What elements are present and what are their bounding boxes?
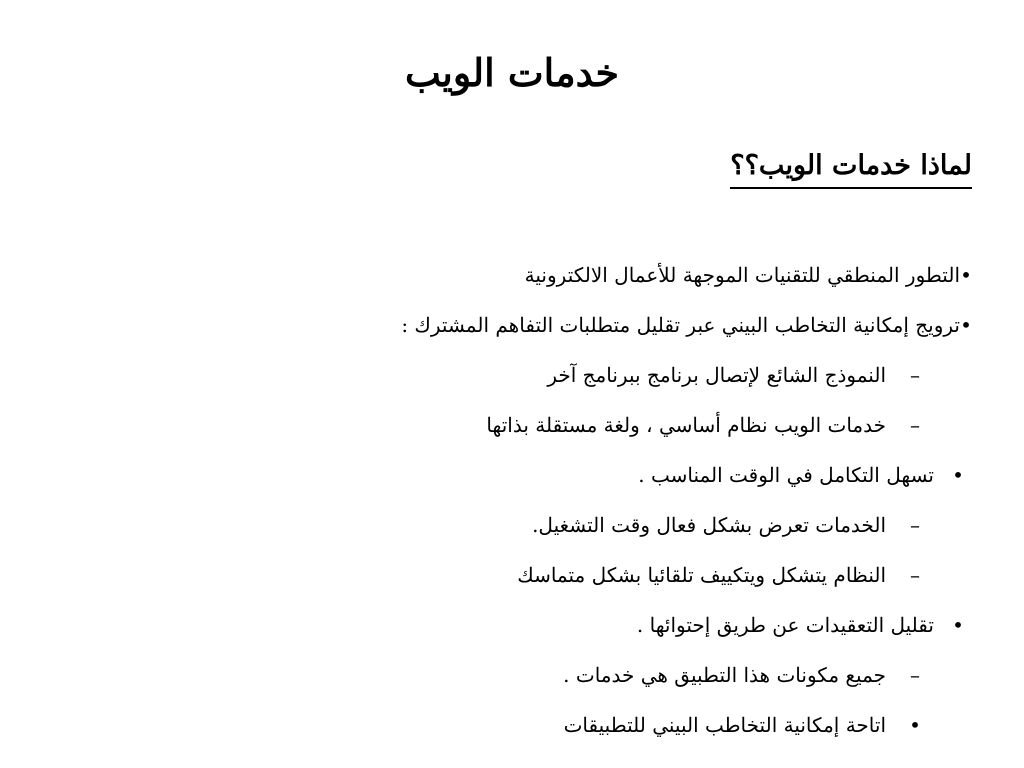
dash-marker: – [910,413,920,437]
section-heading: لماذا خدمات الويب؟؟ [730,150,972,189]
list-item [52,558,972,608]
list-item [52,258,972,308]
list-item [52,708,972,758]
dash-marker: – [910,363,920,387]
list-item-text: النموذج الشائع لإتصال برنامج ببرنامج آخر [547,363,886,387]
dash-marker: – [910,563,920,587]
list-item-text: اتاحة إمكانية التخاطب البيني للتطبيقات [563,713,886,737]
list-item-text: النظام يتشكل ويتكييف تلقائيا بشكل متماسك [517,563,886,587]
list-item-text: جميع مكونات هذا التطبيق هي خدمات . [563,663,886,687]
list-item-text: التطور المنطقي للتقنيات الموجهة للأعمال الالكترونية [524,263,960,287]
list-item-text: ترويج إمكانية التخاطب البيني عبر تقليل متطلبات التفاهم المشترك : [401,313,960,337]
list-item [52,508,972,558]
list-item [52,458,972,508]
list-item-text: تسهل التكامل في الوقت المناسب . [638,463,934,487]
list-item [52,658,972,708]
bullet-marker: • [952,613,964,637]
bullet-marker: • [960,313,972,337]
list-item-text: الخدمات تعرض بشكل فعال وقت التشغيل. [532,513,886,537]
list-item-text: تقليل التعقيدات عن طريق إحتوائها . [636,613,934,637]
bullet-list [52,258,972,758]
list-item [52,358,972,408]
list-item [52,408,972,458]
bullet-marker: • [952,463,964,487]
list-item [52,608,972,658]
dash-marker: – [910,663,920,687]
list-item-text: خدمات الويب نظام أساسي ، ولغة مستقلة بذاتها [486,413,886,437]
dash-marker: – [910,513,920,537]
bullet-marker: • [960,263,972,287]
bullet-marker: • [909,713,921,737]
list-item [52,308,972,358]
slide-title: خدمات الويب [404,50,620,95]
